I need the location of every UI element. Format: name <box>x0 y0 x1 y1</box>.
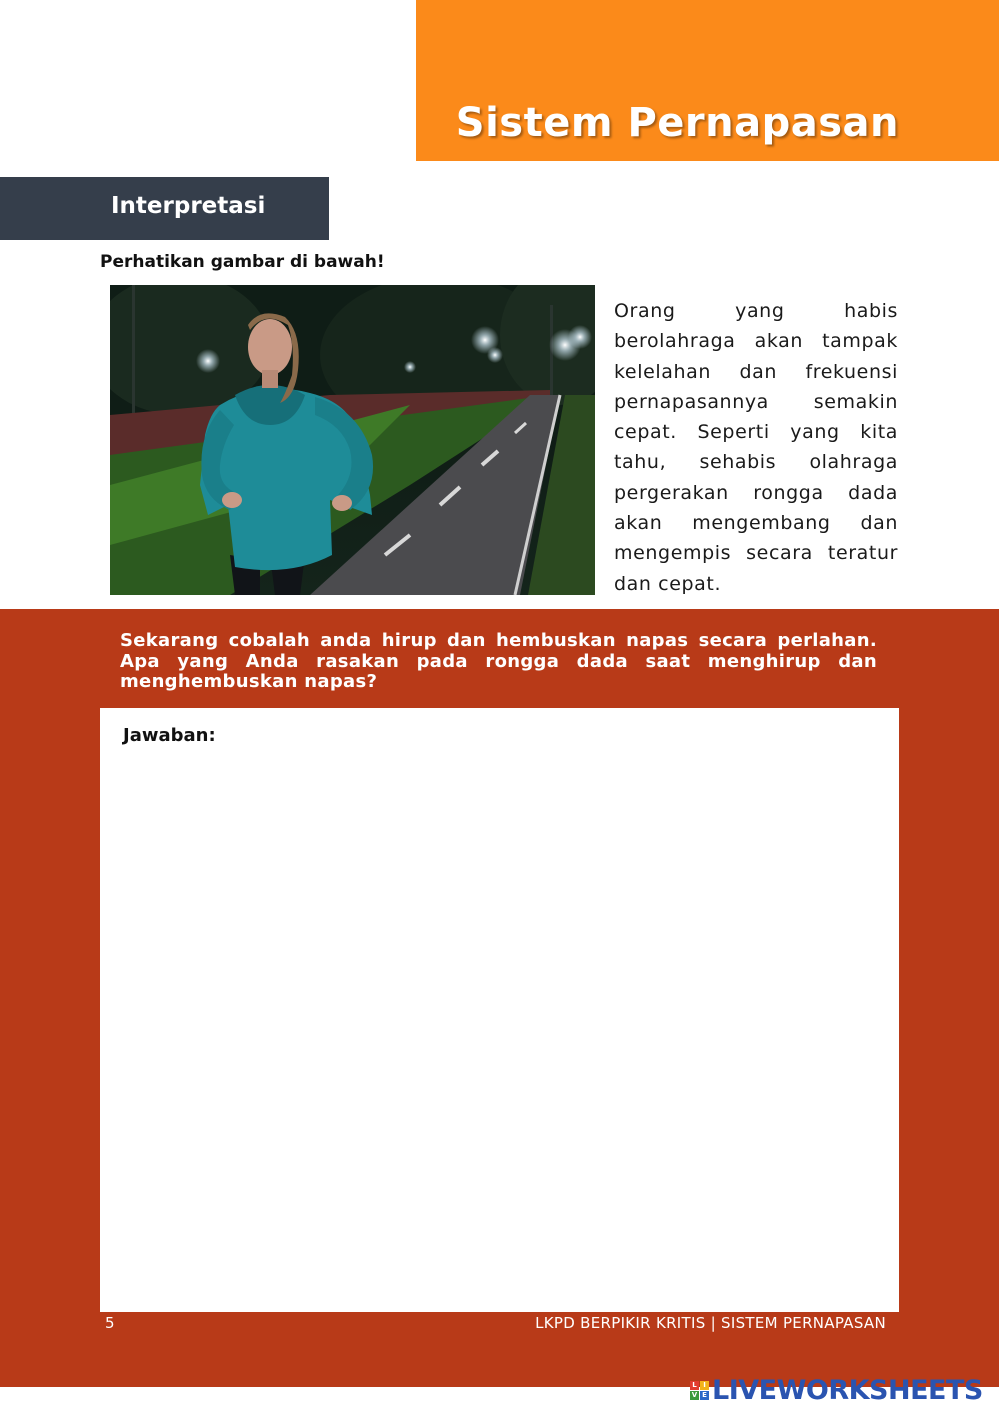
page-number: 5 <box>105 1314 115 1332</box>
footer-text: LKPD BERPIKIR KRITIS | SISTEM PERNAPASAN <box>535 1314 886 1332</box>
logo-text: LIVEWORKSHEETS <box>712 1374 983 1406</box>
question-text: Sekarang cobalah anda hirup dan hembuskan napas secara perlahan. Apa yang Anda rasakan pada rongga dada saat menghirup dan menghembuskan napas? <box>120 630 877 692</box>
liveworksheets-logo[interactable] <box>690 1374 983 1406</box>
runner-photo <box>110 285 595 595</box>
logo-mark-letter: L <box>690 1381 699 1390</box>
logo-mark-letter: E <box>700 1391 709 1400</box>
answer-input[interactable] <box>120 760 884 1304</box>
instruction-text: Perhatikan gambar di bawah! <box>100 252 385 272</box>
section-label: Interpretasi <box>111 193 266 219</box>
logo-mark-letter: V <box>691 1390 698 1399</box>
answer-label: Jawaban: <box>123 725 216 746</box>
context-paragraph: Orang yang habis berolahraga akan tampak kelelahan dan frekuensi pernapasannya semakin cepat. Seperti yang kita tahu, sehabis olahraga pergerakan rongga dada akan mengembang dan mengempis secara teratur dan cepat. <box>614 300 898 595</box>
page-title: Sistem Pernapasan <box>455 100 899 146</box>
logo-mark-icon <box>690 1381 709 1400</box>
logo-mark-letter: I <box>700 1381 709 1390</box>
